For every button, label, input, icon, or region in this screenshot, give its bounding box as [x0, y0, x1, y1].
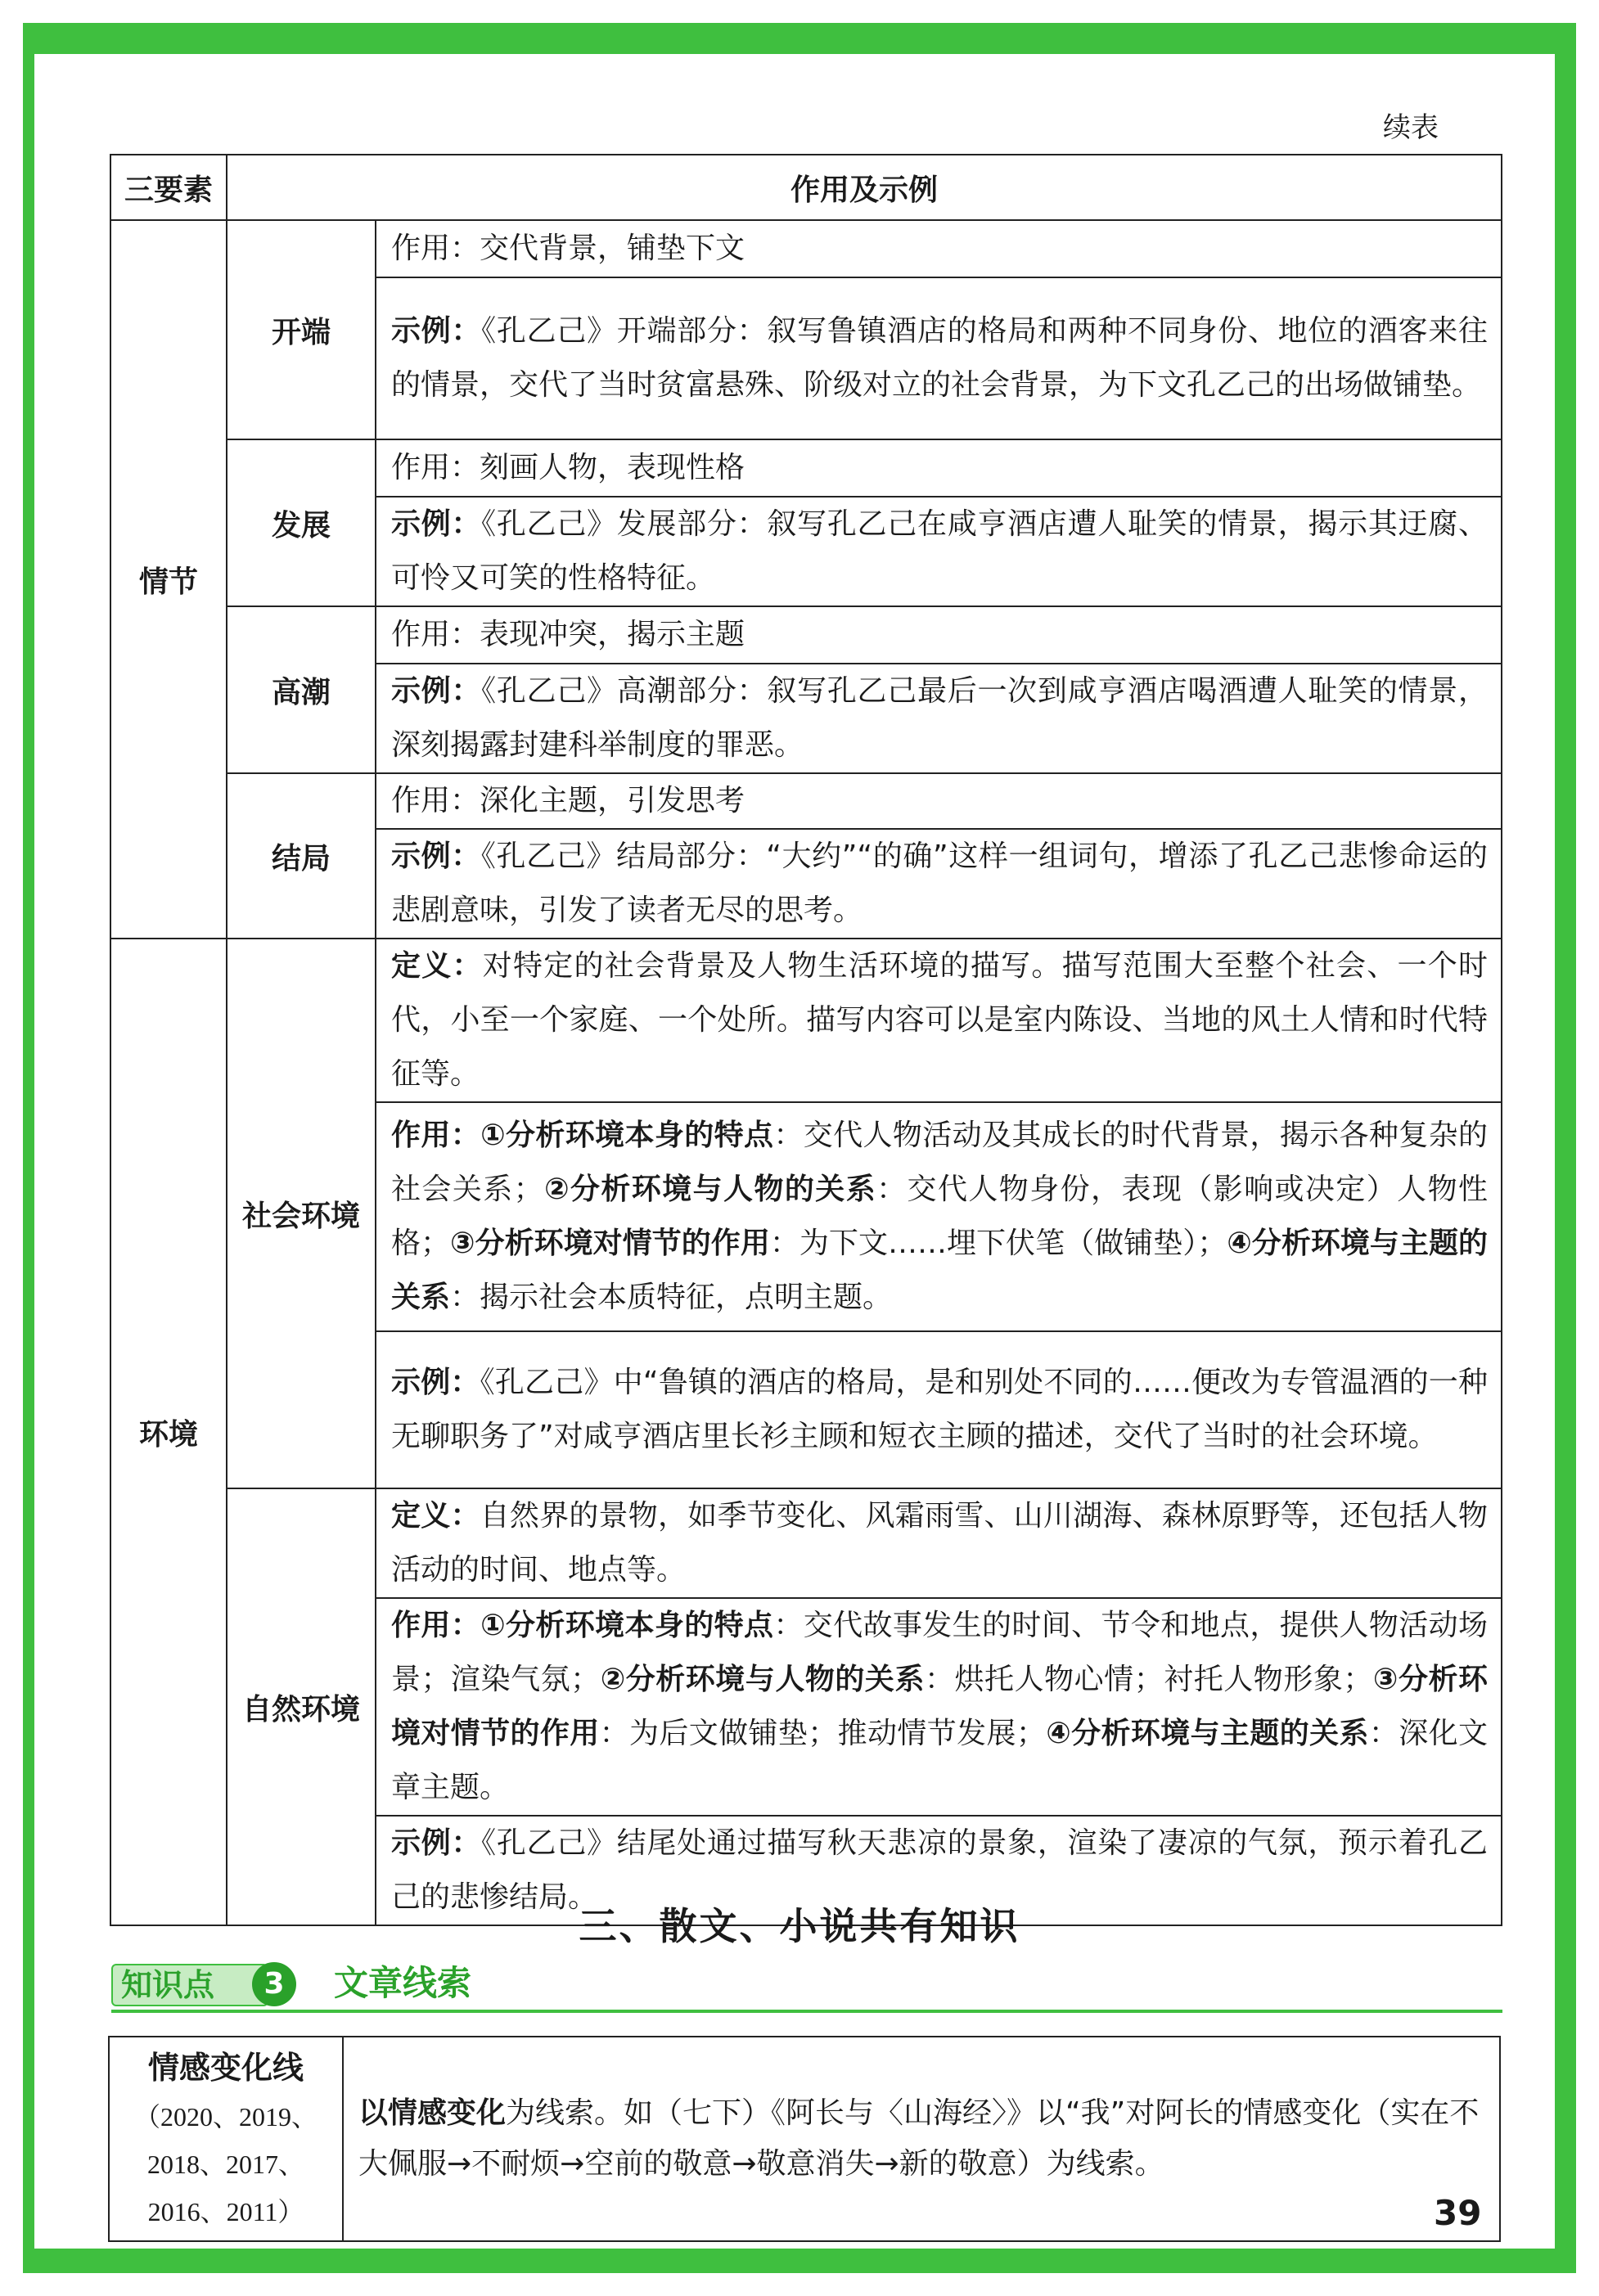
- frame-bottom-border: [23, 2249, 1576, 2273]
- table-row: [110, 773, 1502, 829]
- climax-example: 《孔乙己》高潮部分：叙写孔乙己最后一次到咸亨酒店喝酒遭人耻笑的情景，深刻揭露封建科举制度的罪恶。: [391, 674, 1488, 762]
- natural-role-cell: [376, 1598, 1502, 1816]
- category-environment: 环境: [110, 939, 227, 1925]
- sub-social-environment: 社会环境: [227, 939, 376, 1488]
- start-role: 作用：交代背景，铺垫下文: [376, 220, 1502, 277]
- header-role-example: 作用及示例: [227, 155, 1502, 220]
- ending-example: 《孔乙己》结局部分：“大约”“的确”这样一组词句，增添了孔乙己悲惨命运的悲剧意味，引发了读者无尽的思考。: [391, 840, 1489, 927]
- natural-role-3: ：为后文做铺垫；推动情节发展；: [599, 1717, 1046, 1750]
- clue-key-phrase: 以情感变化: [358, 2096, 507, 2130]
- knowledge-point-number: 3: [252, 1962, 296, 2006]
- knowledge-point-title: 文章线索: [334, 1963, 472, 2003]
- role-label: 作用：: [391, 1609, 481, 1642]
- natural-definition-cell: [376, 1488, 1502, 1598]
- definition-label: 定义：: [391, 949, 483, 983]
- clue-exam-years: （2020、2019、2018、2017、2016、2011）: [133, 2102, 318, 2226]
- sub-start: 开端: [227, 220, 376, 439]
- frame-top-border: [23, 23, 1576, 54]
- table-row: [110, 439, 1502, 497]
- example-label: 示例：: [391, 507, 482, 541]
- social-definition: 对特定的社会背景及人物生活环境的描写。描写范围大至整个社会、一个时代，小至一个家庭、一个处所。描写内容可以是室内陈设、当地的风土人情和时代特征等。: [391, 949, 1489, 1091]
- example-label: 示例：: [391, 1826, 482, 1860]
- clue-type-cell: [109, 2037, 343, 2241]
- sub-ending: 结局: [227, 773, 376, 939]
- social-role-2: ：交代人物身份，表现（影响或决定）人物性格；: [391, 1173, 1488, 1260]
- social-role-4-key: ④分析环境与主题的关系: [391, 1227, 1489, 1314]
- page-number: 39: [1434, 2193, 1482, 2233]
- sub-climax: 高潮: [227, 606, 376, 773]
- sub-natural-environment: 自然环境: [227, 1488, 376, 1925]
- category-plot: 情节: [110, 220, 227, 939]
- social-role-2-key: ②分析环境与人物的关系: [543, 1173, 877, 1206]
- knowledge-point-header: [111, 1957, 1502, 2013]
- climax-example-cell: [376, 664, 1502, 773]
- header-elements: 三要素: [110, 155, 227, 220]
- social-definition-cell: [376, 939, 1502, 1102]
- start-example: 《孔乙己》开端部分：叙写鲁镇酒店的格局和两种不同身份、地位的酒客来往的情景，交代了当时贫富悬殊、阶级对立的社会背景，为下文孔乙己的出场做铺垫。: [391, 314, 1488, 402]
- natural-role-1: ：交代故事发生的时间、节令和地点，提供人物活动场景；渲染气氛；: [391, 1609, 1489, 1696]
- table-row: [110, 939, 1502, 1102]
- knowledge-point-badge: 知识点: [111, 1964, 268, 2006]
- social-example: 《孔乙己》中“鲁镇的酒店的格局，是和别处不同的……便改为专管温酒的一种无聊职务了”对咸亨酒店里长衫主顾和短衣主顾的描述，交代了当时的社会环境。: [391, 1366, 1489, 1453]
- natural-role-2-key: ②分析环境与人物的关系: [600, 1663, 925, 1696]
- clue-type-name: 情感变化线: [147, 2050, 304, 2086]
- social-role-cell: [376, 1102, 1502, 1331]
- definition-label: 定义：: [391, 1499, 480, 1533]
- natural-role-4-key: ④分析环境与主题的关系: [1045, 1717, 1369, 1750]
- role-label: 作用：: [391, 1119, 481, 1152]
- sub-development: 发展: [227, 439, 376, 606]
- table-row: [110, 220, 1502, 277]
- elements-table: [110, 154, 1502, 1926]
- social-role-1-key: ①分析环境本身的特点: [480, 1119, 774, 1152]
- ending-example-cell: [376, 829, 1502, 939]
- example-label: 示例：: [391, 314, 482, 348]
- natural-definition: 自然界的景物，如季节变化、风霜雨雪、山川湖海、森林原野等，还包括人物活动的时间、地点等。: [391, 1499, 1488, 1587]
- table-row: [110, 1488, 1502, 1598]
- table-header-row: [110, 155, 1502, 220]
- social-example-cell: [376, 1331, 1502, 1488]
- example-label: 示例：: [391, 1366, 480, 1399]
- natural-example: 《孔乙己》结尾处通过描写秋天悲凉的景象，渲染了凄凉的气氛，预示着孔乙己的悲惨结局。: [391, 1826, 1488, 1914]
- example-label: 示例：: [391, 840, 481, 873]
- clue-table: [108, 2036, 1501, 2242]
- climax-role: 作用：表现冲突，揭示主题: [376, 606, 1502, 664]
- development-example: 《孔乙己》发展部分：叙写孔乙己在咸亨酒店遭人耻笑的情景，揭示其迂腐、可怜又可笑的性格特征。: [391, 507, 1488, 595]
- social-role-3-key: ③分析环境对情节的作用: [450, 1227, 770, 1260]
- table-row: [110, 606, 1502, 664]
- natural-role-2: ：烘托人物心情；衬托人物形象；: [925, 1663, 1373, 1696]
- natural-role-4: ：深化文章主题。: [391, 1717, 1488, 1804]
- clue-description: 为线索。如（七下）《阿长与〈山海经〉》以“我”对阿长的情感变化（实在不大佩服→不耐烦→空前的敬意→敬意消失→新的敬意）为线索。: [358, 2096, 1480, 2181]
- social-role-1: ：交代人物活动及其成长的时代背景，揭示各种复杂的社会关系；: [391, 1119, 1489, 1206]
- ending-role: 作用：深化主题，引发思考: [376, 773, 1502, 829]
- natural-role-1-key: ①分析环境本身的特点: [480, 1609, 774, 1642]
- clue-description-cell: [343, 2037, 1500, 2241]
- natural-role-3-key: ③分析环境对情节的作用: [391, 1663, 1489, 1750]
- continued-label: 续表: [1383, 111, 1439, 144]
- start-example-cell: [376, 277, 1502, 439]
- social-role-3: ：为下文……埋下伏笔（做铺垫）；: [769, 1227, 1227, 1260]
- section-title: 三、散文、小说共有知识: [579, 1904, 1020, 1948]
- table-row: [109, 2037, 1500, 2241]
- social-role-4: ：揭示社会本质特征，点明主题。: [450, 1281, 893, 1314]
- development-role: 作用：刻画人物，表现性格: [376, 439, 1502, 497]
- example-label: 示例：: [391, 674, 482, 708]
- development-example-cell: [376, 497, 1502, 606]
